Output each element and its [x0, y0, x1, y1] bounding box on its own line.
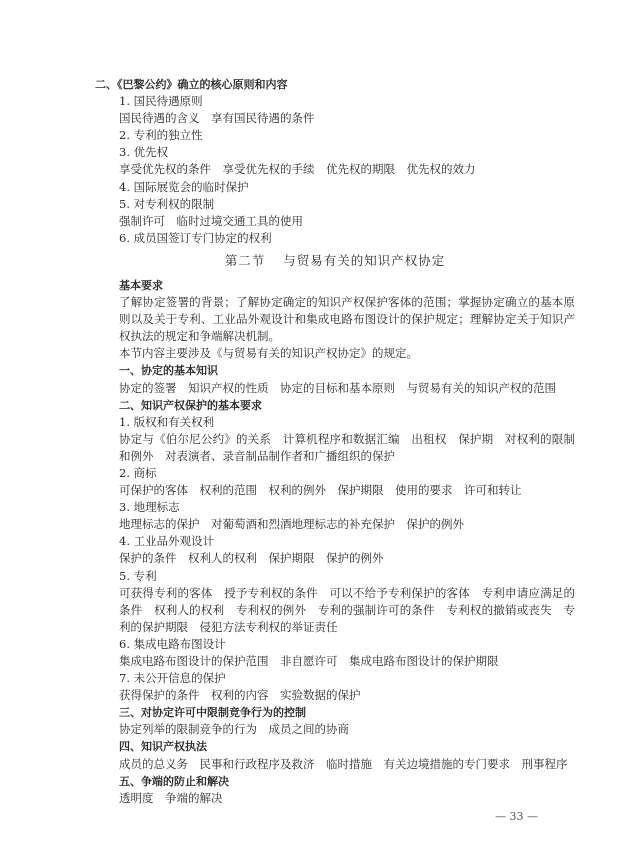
list-item: 强制许可 临时过境交通工具的使用	[119, 213, 303, 228]
basic-para-1	[95, 294, 575, 345]
sec1-text: 协定的签署 知识产权的性质 协定的目标和基本原则 与贸易有关的知识产权的范围	[119, 380, 556, 395]
sec2-sub1-title: 1. 版权和有关权利	[119, 414, 215, 429]
sec2-sub3-text: 地理标志的保护 对葡萄酒和烈酒地理标志的补充保护 保护的例外	[119, 517, 464, 532]
sec4-text: 成员的总义务 民事和行政程序及救济 临时措施 有关边境措施的专门要求 刑事程序	[119, 756, 568, 771]
basic-para-1-text: 了解协定签署的背景；了解协定确定的知识产权保护客体的范围；掌握协定确立的基本原则以及关于专利、工业品外观设计和集成电路布图设计的保护规定；理解协定关于知识产权执法的规定和争端解决机制。	[119, 295, 575, 344]
page-number: — 33 —	[495, 810, 538, 823]
sec2-sub2-title: 2. 商标	[119, 465, 157, 480]
sec3-heading: 三、对协定许可中限制竞争行为的控制	[119, 706, 306, 720]
sec2-sub3-title: 3. 地理标志	[119, 500, 180, 515]
basic-para-2: 本节内容主要涉及《与贸易有关的知识产权协定》的规定。	[119, 346, 418, 361]
sec5-text: 透明度 争端的解决	[119, 790, 223, 805]
sec5-heading: 五、争端的防止和解决	[119, 774, 229, 788]
sec2-sub6-title: 6. 集成电路布图设计	[119, 636, 226, 651]
list-item: 6. 成员国签订专门协定的权利	[119, 230, 272, 245]
sec4-heading: 四、知识产权执法	[119, 740, 207, 754]
sec2-sub2-text: 可保护的客体 权利的范围 权利的例外 保护期限 使用的要求 许可和转让	[119, 483, 522, 498]
list-item: 3. 优先权	[119, 145, 169, 160]
sec2-sub4-text: 保护的条件 权利人的权利 保护期限 保护的例外	[119, 551, 384, 566]
sec2-sub7-title: 7. 未公开信息的保护	[119, 671, 226, 686]
paris-heading: 二、《巴黎公约》确立的核心原则和内容	[95, 78, 288, 91]
list-item: 2. 专利的独立性	[119, 128, 203, 143]
sec2-sub1-text: 协定与《伯尔尼公约》的关系 计算机程序和数据汇编 出租权 保护期 对权利的限制和例外 对表演者、录音制品制作者和广播组织的保护	[119, 431, 575, 463]
sec2-sub6-text: 集成电路布图设计的保护范围 非自愿许可 集成电路布图设计的保护期限	[119, 654, 499, 668]
basic-heading: 基本要求	[119, 278, 163, 292]
sec2-heading: 二、知识产权保护的基本要求	[119, 398, 262, 412]
list-item: 4. 国际展览会的临时保护	[119, 179, 249, 194]
list-item: 5. 对专利权的限制	[119, 196, 215, 211]
sec2-sub4-title: 4. 工业品外观设计	[119, 534, 215, 549]
sec2-sub5-text: 可获得专利的客体 授予专利权的条件 可以不给予专利保护的客体 专利申请应满足的条件 权利人的权利 专利权的例外 专利的强制许可的条件 专利权的撤销或丧失 专利的保护期限 侵犯方法专利权的举证责任	[119, 585, 575, 634]
section-name: 与贸易有关的知识产权协定	[283, 252, 446, 268]
sec1-heading: 一、协定的基本知识	[119, 364, 218, 378]
sec2-sub5-title: 5. 专利	[119, 568, 157, 583]
section-number: 第二节	[224, 252, 266, 268]
list-item: 国民待遇的含义 享有国民待遇的条件	[119, 111, 315, 126]
section-title	[95, 251, 575, 271]
list-item: 1. 国民待遇原则	[119, 94, 203, 109]
list-item: 享受优先权的条件 享受优先权的手续 优先权的期限 优先权的效力	[119, 162, 476, 177]
sec3-text: 协定列举的限制竞争的行为 成员之间的协商	[119, 722, 349, 737]
sec2-sub7-text: 获得保护的条件 权利的内容 实验数据的保护	[119, 688, 361, 703]
page-content	[95, 76, 575, 807]
